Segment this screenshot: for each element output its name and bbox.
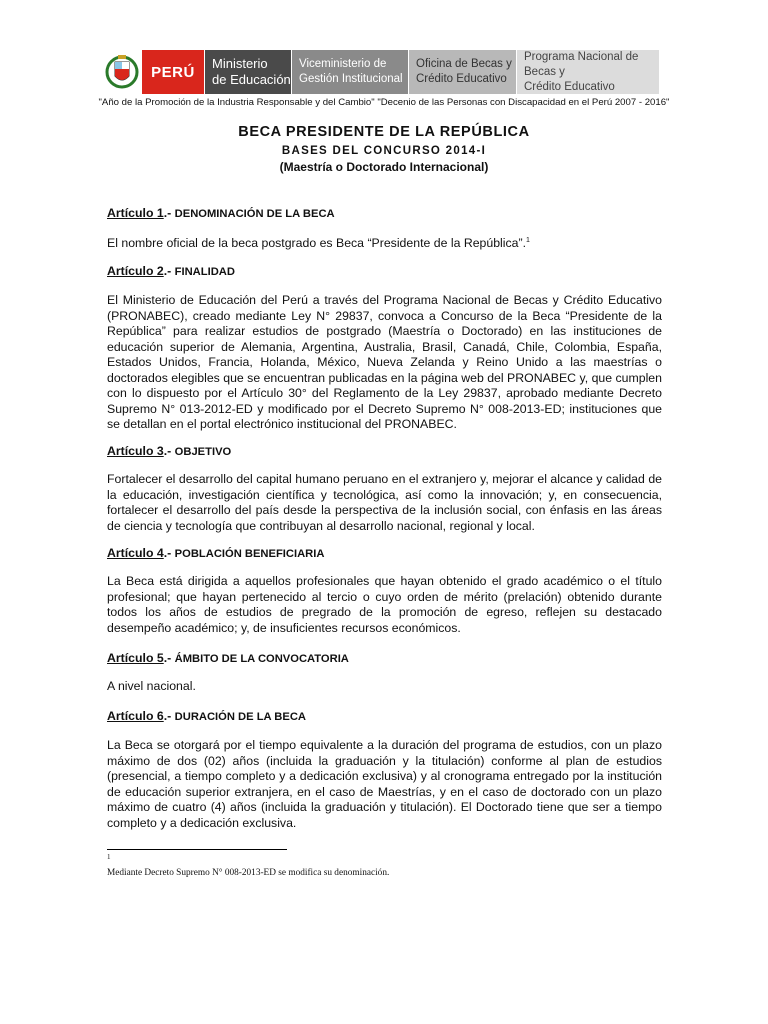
official-motto: "Año de la Promoción de la Industria Responsable y del Cambio" "Decenio de las Personas con Discapacidad en el Perú 2007 - 2016": [98, 97, 670, 108]
country-name: PERÚ: [151, 63, 195, 81]
article-number: Artículo 3: [107, 444, 164, 458]
article-3-text: Fortalecer el desarrollo del capital humano peruano en el extranjero y, mejorar el alcance y calidad de la educación, investigación científica y tecnológica, así como la innovación; y, en consecuencia, fortalecer el desarrollo del país desde la perspectiva de la inclusión social, con énfasis en las áreas de ciencia y tecnología que contribuyan al desarrollo nacional, regional y local.: [107, 472, 662, 533]
article-body: El nombre oficial de la beca postgrado es Beca “Presidente de la República”.: [107, 236, 527, 251]
article-3-heading: Artículo 3.- OBJETIVO: [107, 444, 232, 458]
footnote-separator: [107, 849, 287, 850]
article-4-text: La Beca está dirigida a aquellos profesionales que hayan obtenido el grado académico o el título profesional; que hayan pertenecido al tercio o cuyo orden de mérito (prelación) obtenido durante todos los años de estudios de pregrado de la promoción de egreso, reflejen su destacado desempeño académico; y, de insuficientes recursos económicos.: [107, 574, 662, 635]
peru-block: [142, 50, 204, 94]
footnote-text: Mediante Decreto Supremo N° 008-2013-ED se modifica su denominación.: [107, 868, 390, 878]
article-2-heading: Artículo 2.- FINALIDAD: [107, 264, 235, 278]
program-block: [516, 50, 659, 94]
ministry-line-1: Ministerio: [212, 56, 268, 71]
program-line-1: Programa Nacional de Becas y: [524, 50, 639, 78]
article-1-heading: Artículo 1.- DENOMINACIÓN DE LA BECA: [107, 206, 335, 220]
ministry-line-2: de Educación: [212, 72, 291, 87]
vice-ministry-line-1: Viceministerio de: [299, 58, 387, 70]
article-5-heading: Artículo 5.- ÁMBITO DE LA CONVOCATORIA: [107, 651, 349, 665]
document-subtitle: BASES DEL CONCURSO 2014-I: [281, 145, 487, 157]
article-number: Artículo 2: [107, 264, 164, 278]
national-seal: [104, 50, 142, 94]
footnote-number: 1: [107, 853, 111, 861]
article-number: Artículo 5: [107, 651, 164, 665]
article-6-heading: Artículo 6.- DURACIÓN DE LA BECA: [107, 709, 307, 723]
article-2-text: El Ministerio de Educación del Perú a través del Programa Nacional de Becas y Crédito Educativo (PRONABEC), creado mediante Ley N° 29837, convoca a Concurso de la Beca “Presidente de la República” para realizar estudios de postgrado (Maestría o Doctorado) en las instituciones de educación superior de Alemania, Argentina, Australia, Brasil, Canadá, Chile, Colombia, España, Estados Unidos, Francia, Holanda, México, Nueva Zelanda y Reino Unido a las maestrías o doctorados elegibles que se encuentran publicadas en la página web del PRONABEC y, que cumplen con lo dispuesto por el Artículo 30° del Reglamento de la Ley 29837, aprobado mediante Decreto Supremo N° 013-2012-ED y modificado por el Decreto Supremo N° 008-2013-ED; instituciones que se detallan en el portal electrónico institucional del PRONABEC.: [107, 293, 662, 431]
footnote-ref: 1: [526, 237, 530, 244]
vice-ministry-line-2: Gestión Institucional: [299, 73, 403, 85]
institutional-header: [104, 50, 659, 94]
article-number: Artículo 6: [107, 709, 164, 723]
article-title: OBJETIVO: [174, 446, 232, 458]
coat-of-arms-icon: [104, 52, 140, 92]
document-type: (Maestría o Doctorado Internacional): [279, 160, 489, 174]
article-title: FINALIDAD: [174, 266, 235, 278]
program-line-2: Crédito Educativo: [524, 80, 615, 93]
office-line-1: Oficina de Becas y: [416, 58, 512, 70]
office-line-2: Crédito Educativo: [416, 73, 507, 85]
article-title: DURACIÓN DE LA BECA: [174, 711, 307, 723]
article-1-text: [107, 233, 662, 252]
vice-ministry-block: [291, 50, 408, 94]
ministry-block: [204, 50, 291, 94]
article-4-heading: Artículo 4.- POBLACIÓN BENEFICIARIA: [107, 546, 325, 560]
article-5-text: A nivel nacional.: [107, 679, 196, 693]
article-number: Artículo 4: [107, 546, 164, 560]
document-title: BECA PRESIDENTE DE LA REPÚBLICA: [238, 124, 530, 140]
article-number: Artículo 1: [107, 206, 164, 220]
office-block: [408, 50, 516, 94]
article-6-text: La Beca se otorgará por el tiempo equivalente a la duración del programa de estudios, con un plazo máximo de dos (02) años (incluida la graduación y la titulación) conforme al plan de estudios (presencial, a tiempo completo y a dedicación exclusiva) y al cronograma entregado por la institución de educación superior extranjera, en el caso de Maestrías, y en el caso de doctorado con un plazo máximo de cuatro (4) años (incluida la graduación y titulación). El Doctorado tiene que ser a tiempo completo y a dedicación exclusiva.: [107, 738, 662, 830]
article-title: POBLACIÓN BENEFICIARIA: [174, 548, 325, 560]
article-title: ÁMBITO DE LA CONVOCATORIA: [174, 653, 349, 665]
article-title: DENOMINACIÓN DE LA BECA: [174, 208, 335, 220]
